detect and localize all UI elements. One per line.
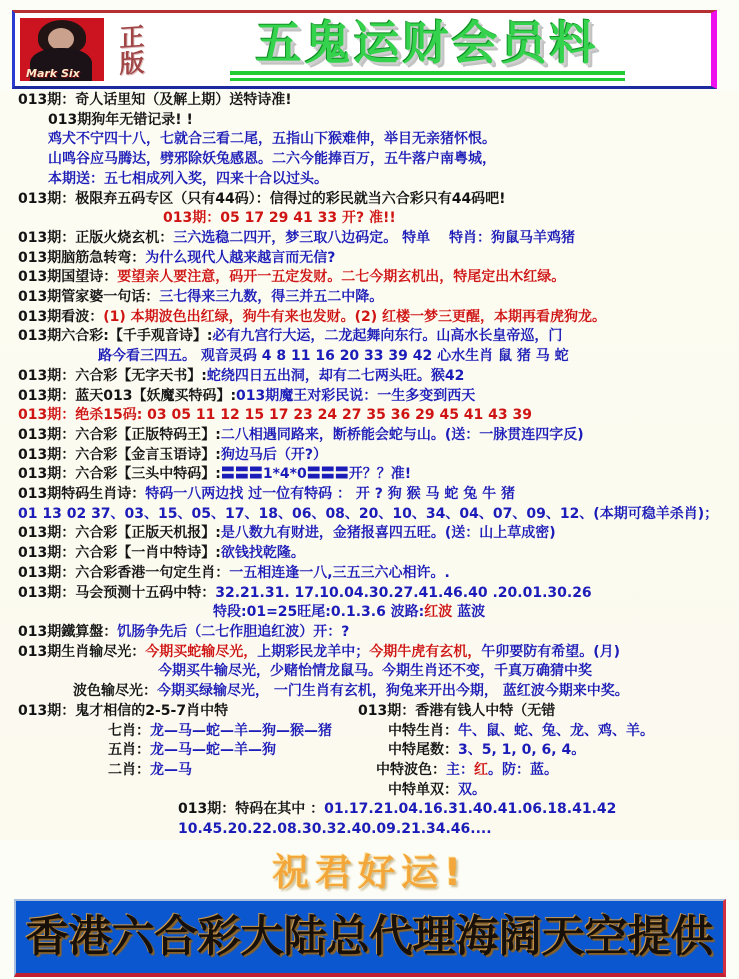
text-segment: 路今看三四五。 观音灵码 4 8 11 16 20 33 39 42 心水生肖 鼠 猪 马 蛇: [98, 348, 569, 365]
text-segment: 013期：六合彩【无字天书】:: [18, 367, 207, 384]
text-segment: 013期：05 17 29 41 33 开? 准!!: [163, 210, 396, 227]
page-title: 五鬼运财会员料: [255, 16, 599, 70]
text-segment: 013期生肖输尽光：: [18, 643, 146, 660]
text-segment: 要望亲人要注意，码开一五定发财。二七今期玄机出，特尾定出木红绿。: [117, 269, 566, 286]
text-line: [18, 327, 739, 347]
text-segment: 今期买绿输尽光， 一门生肖有玄机，狗兔来开出今期， 蓝红波今期来中奖。: [157, 683, 629, 700]
text-segment: 013期：马会预测十五码中特：: [18, 584, 216, 601]
text-segment: 中特波色：: [376, 761, 446, 778]
text-segment: 今期买蛇输尽光，: [145, 643, 258, 660]
text-segment: 蓝波: [452, 604, 486, 621]
text-segment: 必有九宫行大运，二龙起舞向东行。山高水长皇帝巡，门: [212, 328, 563, 345]
title-wrap: [143, 18, 711, 81]
text-line: [18, 682, 739, 702]
text-line: [18, 367, 739, 387]
text-line: [18, 209, 739, 229]
text-segment: 饥肠争先后（二七作胆追红波）开：?: [117, 623, 350, 640]
title-underline: [230, 71, 625, 75]
text-segment: 013期魔王对彩民说：一生多变到西天: [236, 387, 476, 404]
text-segment: 二八相遇同路来，断桥能会蛇与山。(送：一脉贯连四字反): [220, 426, 584, 443]
text-segment: 01.17.21.04.16.31.40.41.06.18.41.42: [324, 801, 617, 818]
text-line: [18, 91, 739, 111]
text-line: [18, 544, 739, 564]
text-segment: 013期：正版火烧玄机：: [18, 229, 174, 246]
text-line: [18, 722, 739, 742]
provider-banner-text: 香港六合彩大陆总代理海阔天空提供: [25, 911, 714, 962]
text-line: [18, 347, 739, 367]
text-line: [18, 702, 739, 722]
text-segment: 013期脑筋急转弯：: [18, 249, 146, 266]
column: [358, 702, 555, 722]
text-segment: 013期：六合彩香港一句定生肖：: [18, 564, 230, 581]
text-segment: 中特尾数：: [388, 742, 458, 759]
column: [358, 781, 486, 801]
column: [18, 702, 358, 722]
text-segment: 3、5, 1, 0, 6, 4。: [458, 742, 586, 759]
text-segment: 32.21.31. 17.10.04.30.27.41.46.40 .20.01.30.26: [215, 584, 592, 601]
text-line: [18, 820, 739, 840]
text-segment: 龙—马—蛇—羊—狗—猴—猪: [150, 722, 332, 739]
text-segment: 特段:01=25旺尾:0.1.3.6 波路:: [213, 604, 425, 621]
text-line: [18, 387, 739, 407]
text-segment: 中特单双：: [388, 781, 458, 798]
photo-caption: Mark Six: [26, 67, 80, 80]
text-line: [18, 485, 739, 505]
text-line: [18, 662, 739, 682]
text-segment: 三六选稳二四开，梦三取八边码定。 特单 特肖：狗鼠马羊鸡猪: [173, 229, 575, 246]
text-line: [18, 524, 739, 544]
text-line: [18, 150, 739, 170]
text-line: [18, 249, 739, 269]
text-segment: 013期看波：: [18, 308, 104, 325]
text-segment: 波色输尽光：: [73, 683, 157, 700]
text-segment: 013期管家婆一句话：: [18, 289, 160, 306]
text-line: [18, 268, 739, 288]
text-line: [18, 761, 739, 781]
text-segment: 013期：香港有钱人中特（无错: [358, 702, 556, 719]
text-segment: 今期牛虎有玄机，: [369, 643, 482, 660]
column: [18, 761, 358, 781]
text-line: [18, 741, 739, 761]
text-segment: 双。: [458, 781, 486, 798]
text-line: [18, 643, 739, 663]
page-header: [12, 10, 717, 89]
text-segment: 鸡犬不宁四十八，七就合三看二尾，五指山下猴难伸，举目无亲猪怀恨。: [48, 131, 496, 148]
text-segment: 013期：鬼才相信的2-5-7肖中特: [18, 702, 229, 719]
text-line: [18, 406, 739, 426]
good-luck-wish: 祝君好运!: [272, 851, 467, 894]
text-line: [18, 308, 739, 328]
text-segment: 是八数九有财进，金猪报喜四五旺。(送：山上草成密): [220, 525, 556, 542]
content-lines: [0, 91, 739, 840]
text-segment: 上期彩民龙羊中；: [257, 643, 370, 660]
text-segment: 蛇绕四日五出洞，却有二七两头旺。猴42: [206, 367, 465, 384]
text-line: [18, 623, 739, 643]
text-segment: 013期：六合彩【正版特码王】:: [18, 426, 221, 443]
text-segment: 013期：蓝天013【妖魔买特码】:: [18, 387, 237, 404]
text-segment: 本期送：五七相成列入奖，四来十合以过头。: [48, 170, 328, 187]
text-segment: 一五相连逢一八,三五三六心相许。.: [229, 564, 450, 581]
text-segment: 013期鐵算盤：: [18, 623, 118, 640]
text-segment: 013期：六合彩【金言玉语诗】:: [18, 446, 221, 463]
text-segment: 013期：特码在其中 ：: [178, 801, 325, 818]
text-line: [18, 465, 739, 485]
text-segment: 山鸣谷应马腾达，劈邪除妖兔感恩。二六今能捧百万，五牛落户南粤城，: [48, 151, 496, 168]
text-segment: 10.45.20.22.08.30.32.40.09.21.34.46....: [178, 821, 492, 838]
text-line: [18, 603, 739, 623]
text-segment: 主：: [446, 761, 474, 778]
text-segment: 〓〓〓1*4*0〓〓〓开？？准!: [220, 466, 412, 483]
text-line: [18, 446, 739, 466]
text-segment: 013期六合彩:【千手观音诗】:: [18, 328, 213, 345]
text-line: [18, 288, 739, 308]
text-line: [18, 130, 739, 150]
text-line: [18, 584, 739, 604]
text-segment: (1) 本期波色出红绿，狗牛有来也发财。(2) 红楼一梦三更醒，本期再看虎狗龙。: [103, 308, 607, 325]
text-segment: 红: [474, 761, 488, 778]
text-segment: 龙—马: [150, 761, 192, 778]
text-line: [18, 190, 739, 210]
text-segment: 。防：蓝。: [488, 761, 558, 778]
text-segment: 013期：奇人话里知（及解上期）送特诗准!: [18, 92, 292, 108]
text-line: [18, 800, 739, 820]
text-line: [18, 426, 739, 446]
text-segment: 中特生肖：: [388, 722, 458, 739]
photo-silhouette-face: [48, 28, 74, 50]
text-segment: 特码一八两边找 过一位有特码 ： 开 ? 狗 猴 马 蛇 兔 牛 猪: [145, 486, 515, 503]
text-segment: 01 13 02 37、03、15、05、17、18、06、08、20、10、34、04、07、09、12、(本期可稳羊杀肖)；: [18, 505, 719, 522]
provider-banner: [14, 899, 726, 977]
text-segment: 五肖：: [108, 742, 150, 759]
text-segment: 013期狗年无错记录! !: [48, 111, 193, 128]
text-line: [18, 505, 739, 525]
text-segment: 013期：绝杀15码: 03 05 11 12 15 17 23 24 27 35 36 29 45 41 43 39: [18, 407, 533, 424]
text-segment: 013期：极限弃五码专区（只有44码）：信得过的彩民就当六合彩只有44码吧!: [18, 190, 506, 207]
title-underline-2: [230, 78, 625, 81]
text-line: [18, 781, 739, 801]
text-line: [18, 564, 739, 584]
edition-label: 正版: [116, 22, 145, 77]
text-segment: 龙—马—蛇—羊—狗: [150, 742, 276, 759]
text-line: [18, 111, 739, 131]
text-segment: 013期特码生肖诗：: [18, 486, 146, 503]
text-segment: 狗边马后（开?）: [220, 446, 327, 463]
column: [18, 722, 358, 742]
text-line: [18, 229, 739, 249]
text-segment: 013期：六合彩【正版天机报】:: [18, 525, 221, 542]
text-segment: 七肖：: [108, 722, 150, 739]
text-segment: 牛、鼠、蛇、兔、龙、鸡、羊。: [458, 722, 654, 739]
text-segment: 午卯要防有希望。(月): [481, 643, 621, 660]
mark-six-photo: [20, 18, 104, 81]
text-segment: 三七得来三九数，得三并五二中降。: [159, 289, 384, 306]
column: [18, 741, 358, 761]
text-segment: 红波: [424, 604, 453, 621]
text-segment: 二肖：: [108, 761, 150, 778]
text-segment: 013期：六合彩【三头中特码】:: [18, 466, 221, 483]
text-line: [18, 170, 739, 190]
text-segment: 今期买牛输尽光，少赌怡情龙鼠马。今期生肖还不变，千真万确猜中奖: [158, 663, 592, 680]
column: [358, 761, 558, 781]
text-segment: 013期：六合彩【一肖中特诗】:: [18, 545, 221, 562]
column: [358, 722, 654, 742]
text-segment: 欲钱找乾隆。: [220, 545, 305, 562]
text-segment: 为什么现代人越来越言而无信?: [145, 249, 336, 266]
text-segment: 013期国望诗：: [18, 269, 118, 286]
column: [358, 741, 585, 761]
